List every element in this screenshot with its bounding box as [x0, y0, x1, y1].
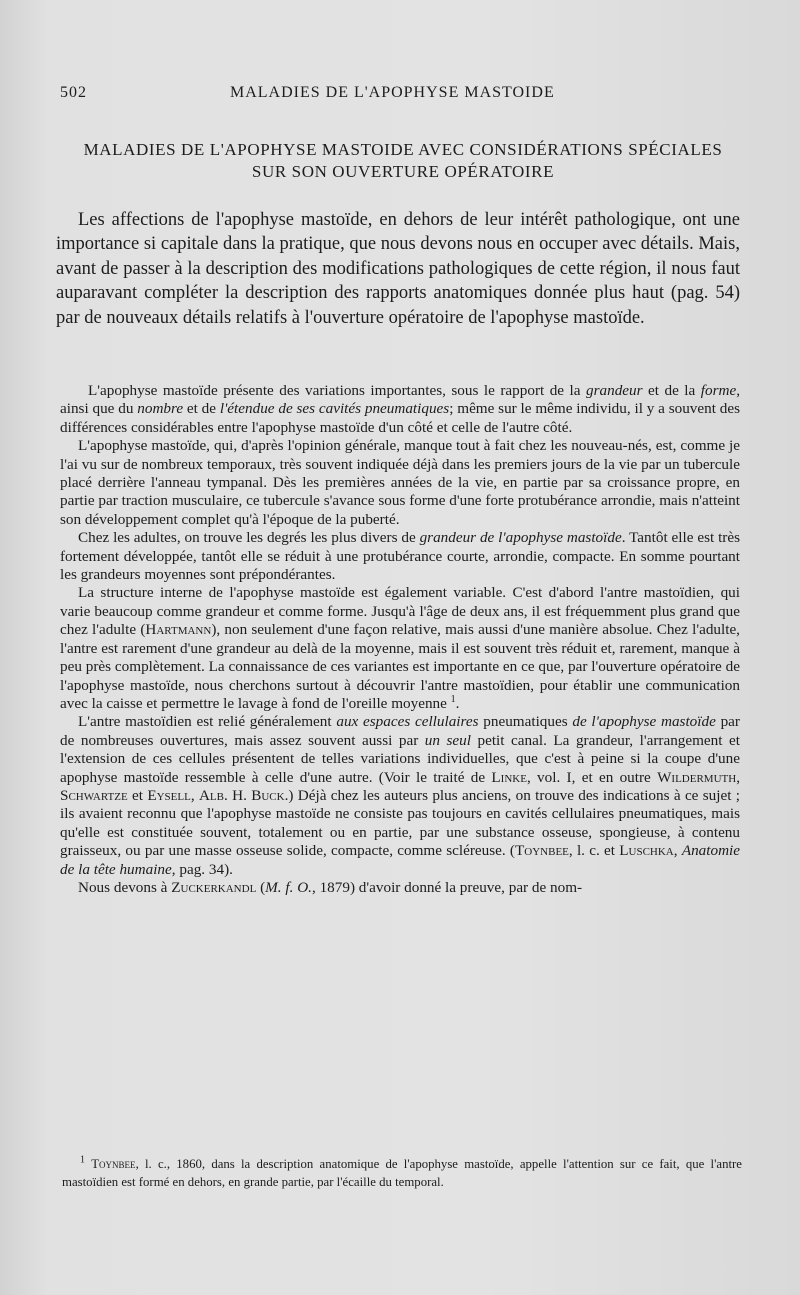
- chapter-title: [48, 139, 758, 183]
- paragraph-3: Chez les adultes, on trouve les degrés les plus divers de grandeur de l'apophyse mastoïde. Tantôt elle est très fortement développée, tantôt elle se réduit à une protubérance courte, arrondie, compacte. En somme pourtant les grandeurs moyennes sont prépondérantes.: [60, 529, 740, 584]
- footnote-mark: 1: [80, 1154, 85, 1166]
- chapter-title-line-2: SUR SON OUVERTURE OPÉRATOIRE: [251, 162, 555, 181]
- footnote-author: Toynbee: [91, 1157, 136, 1171]
- paragraph-5: L'antre mastoïdien est relié généralement aux espaces cellulaires pneumatiques de l'apophyse mastoïde par de nombreuses ouvertures, mais assez souvent aussi par un seul petit canal. La grandeur, l'arrangement et l'extension de ces cellules présentent de telles variations individuelles, que c'est à peine si la coupe d'une apophyse mastoïde ressemble à celle d'une autre. (Voir le traité de Linke, vol. I, et en outre Wildermuth, Schwartze et Eysell, Alb. H. Buck.) Déjà chez les auteurs plus anciens, on trouve des indications à ce sujet ; ils avaient reconnu que l'apophyse mastoïde ne consiste pas toujours en cavités cellulaires pneumatiques, mais qu'elle est constituée souvent, totalement ou en partie, par une substance osseuse, spongieuse, à contenu graisseux, ou par une masse osseuse solide, compacte, comme scléreuse. (Toynbee, l. c. et Luschka, Anatomie de la tête humaine, pag. 34).: [60, 713, 741, 878]
- running-head: [60, 84, 750, 108]
- chapter-title-line-1: MALADIES DE L'APOPHYSE MASTOIDE AVEC CONSIDÉRATIONS SPÉCIALES: [83, 140, 723, 159]
- footnote: $^1$ Toynbee, l. c., 1860, dans la description anatomique de l'apophyse mastoïde, appelle l'attention sur ce fait, que l'antre mastoïdien est formé en dehors, en grande partie, par l'écaille du temporal.: [62, 1154, 742, 1189]
- page-number: 502: [60, 84, 87, 101]
- body-text: [60, 382, 740, 897]
- paragraph-4: La structure interne de l'apophyse mastoïde est également variable. C'est d'abord l'antre mastoïdien, qui varie beaucoup comme grandeur et comme forme. Jusqu'à l'âge de deux ans, il est fréquemment plus grand que chez l'adulte (Hartmann), non seulement d'une façon relative, mais aussi d'une manière absolue. Chez l'adulte, l'antre est rarement d'une grandeur au delà de la moyenne, mais il est souvent très réduit et, rarement, manque à peu près complètement. La connaissance de ces variantes est importante en ce que, par l'ouverture opératoire de l'apophyse mastoïde, nous cherchons surtout à découvrir l'antre mastoïdien, pour établir une communication avec la caisse et permettre le lavage à fond de l'oreille moyenne $^1$.: [60, 584, 740, 712]
- paragraph-1: L'apophyse mastoïde présente des variations importantes, sous le rapport de la grandeur et de la forme, ainsi que du nombre et de l'étendue de ses cavités pneumatiques; même sur le même individu, il y a souvent des différences considérables entre l'apophyse mastoïde d'un côté et celle de l'autre côté.: [60, 382, 740, 436]
- footnote-reference: 1: [450, 693, 456, 705]
- running-title: MALADIES DE L'APOPHYSE MASTOIDE: [230, 84, 555, 101]
- intro-paragraph: Les affections de l'apophyse mastoïde, en dehors de leur intérêt pathologique, ont une importance si capitale dans la pratique, que nous devons nous en occuper avec détails. Mais, avant de passer à la description des modifications pathologiques de cette région, il nous faut auparavant compléter la description des rapports anatomiques donnée plus haut (pag. 54) par de nouveaux détails relatifs à l'ouverture opératoire de l'apophyse mastoïde.: [56, 210, 740, 328]
- paragraph-6: Nous devons à Zuckerkandl (M. f. O., 1879) d'avoir donné la preuve, par de nom-: [78, 878, 583, 896]
- paragraph-2: L'apophyse mastoïde, qui, d'après l'opinion générale, manque tout à fait chez les nouveau-nés, est, comme je l'ai vu sur de nombreux temporaux, très souvent indiquée déjà dans les premiers jours de la vie par un tubercule placé derrière l'anneau tympanal. Dès les premières années de la vie, en partie par sa croissance propre, en partie par traction musculaire, ce tubercule s'avance sous forme d'une forte protubérance arrondie, mais n'atteint son développement complet qu'à l'époque de la puberté.: [60, 437, 740, 528]
